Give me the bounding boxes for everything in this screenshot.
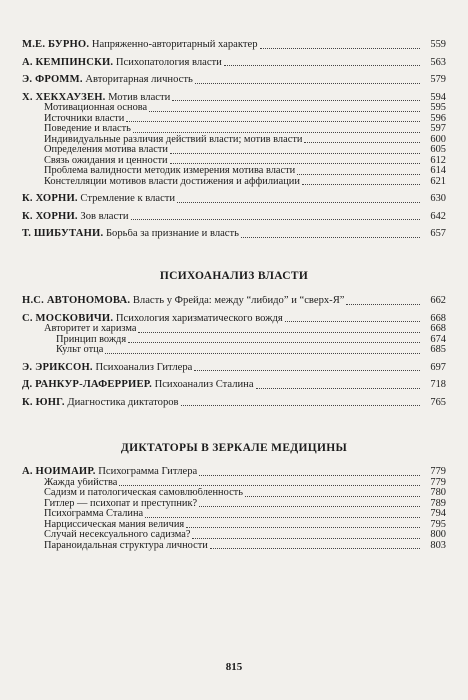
entry-author: М.Е. БУРНО.: [22, 40, 90, 50]
toc-subline: [22, 124, 446, 135]
dot-leader: [170, 152, 420, 154]
sub-page: 795: [430, 518, 446, 530]
toc-subline: [22, 156, 446, 167]
toc-subline: [22, 166, 446, 177]
dot-leader: [119, 484, 420, 486]
entry-title: Диагностика диктаторов: [67, 397, 179, 408]
sub-title: Культ отца: [56, 345, 104, 355]
toc-subline: [22, 520, 446, 531]
toc-entry: [22, 398, 446, 409]
dot-leader: [172, 99, 420, 101]
sub-title: Определения мотива власти: [44, 145, 168, 155]
sub-page: 595: [430, 102, 446, 113]
toc-section-1: [22, 40, 446, 240]
dot-leader: [105, 352, 420, 354]
entry-author: К. ЮНГ.: [22, 397, 65, 408]
dot-leader: [181, 404, 420, 406]
toc-subline: [22, 541, 446, 552]
dot-leader: [128, 341, 420, 343]
dot-leader: [126, 120, 420, 122]
dot-leader: [297, 173, 420, 175]
entry-author: А. КЕМПИНСКИ.: [22, 57, 114, 68]
sub-title: Нарциссическая мания величия: [44, 519, 185, 530]
sub-title: Индивидуальные различия действий власти; мотив власти: [44, 134, 303, 145]
entry-title: Борьба за признание и власть: [105, 229, 239, 239]
sub-page: 779: [430, 476, 446, 488]
sub-title: Жажда убийства: [44, 477, 118, 488]
sub-page: 597: [430, 123, 446, 134]
sub-page: 600: [430, 133, 446, 145]
sub-page: 596: [430, 112, 446, 124]
toc-line: [22, 296, 446, 307]
sub-page: 780: [430, 487, 446, 498]
entry-title: Психоанализ Сталина: [154, 380, 254, 390]
entry-author: Т. ШИБУТАНИ.: [22, 229, 104, 239]
dot-leader: [199, 505, 420, 507]
toc-subline: [22, 335, 446, 346]
entry-author: Э. ЭРИКСОН.: [22, 362, 93, 373]
sub-title: Принцип вождя: [56, 334, 127, 345]
entry-author: Э. ФРОММ.: [22, 75, 83, 85]
entry-page: 642: [430, 210, 446, 222]
toc-section-2: [22, 270, 446, 408]
dot-leader: [131, 218, 421, 220]
sub-page: 614: [430, 165, 446, 176]
sub-title: Поведение и власть: [44, 124, 131, 134]
toc-line: [22, 93, 446, 104]
toc-entry: [22, 194, 446, 205]
toc-line: [22, 398, 446, 409]
toc-entry: [22, 58, 446, 69]
toc-subline: [22, 345, 446, 356]
sub-page: 621: [430, 175, 446, 187]
dot-leader: [192, 537, 420, 539]
toc-line: [22, 467, 446, 478]
sub-title: Гитлер — психопат и преступник?: [44, 498, 198, 509]
toc-line: [22, 380, 446, 391]
page-number: 815: [225, 661, 243, 673]
dot-leader: [177, 201, 420, 203]
section-heading: ПСИХОАНАЛИЗ ВЛАСТИ: [159, 270, 309, 282]
toc-line: [22, 194, 446, 205]
sub-page: 674: [430, 333, 446, 345]
toc-subline: [22, 530, 446, 541]
entry-title: Психоанализ Гитлера: [95, 362, 193, 373]
dot-leader: [346, 303, 420, 305]
entry-title: Зов власти: [80, 211, 129, 222]
entry-author: А. НОЙМАЙР.: [22, 467, 96, 477]
sub-page: 803: [430, 539, 446, 551]
entry-author: К. ХОРНИ.: [22, 194, 78, 204]
dot-leader: [304, 141, 420, 143]
entry-page: 765: [430, 396, 446, 408]
dot-leader: [170, 162, 420, 164]
entry-author: Х. ХЕКХАУЗЕН.: [22, 92, 106, 103]
toc-section-3: [22, 442, 446, 551]
toc-subline: [22, 135, 446, 146]
dot-leader: [256, 387, 420, 389]
toc-subline: [22, 488, 446, 499]
sub-page: 668: [430, 323, 446, 334]
dot-leader: [186, 526, 420, 528]
dot-leader: [138, 331, 420, 333]
toc-entry: [22, 212, 446, 223]
entry-title: Психограмма Гитлера: [98, 467, 198, 477]
sub-title: Авторитет и харизма: [44, 324, 137, 334]
entry-page: 779: [430, 466, 446, 477]
toc-subline: [22, 145, 446, 156]
dot-leader: [224, 64, 420, 66]
toc-entry: [22, 40, 446, 51]
toc-line: [22, 363, 446, 374]
toc-subline: [22, 478, 446, 489]
entry-title: Стремление к власти: [80, 194, 176, 204]
dot-leader: [210, 547, 420, 549]
entry-title: Мотив власти: [108, 92, 171, 103]
entry-page: 697: [430, 361, 446, 373]
entry-page: 630: [430, 193, 446, 204]
toc-entry: [22, 467, 446, 551]
toc-entry: [22, 296, 446, 307]
entry-page: 563: [430, 56, 446, 68]
sub-title: Мотивационная основа: [44, 103, 148, 113]
toc-subline: [22, 114, 446, 125]
toc-line: [22, 40, 446, 51]
toc-entry: [22, 380, 446, 391]
entry-author: Н.С. АВТОНОМОВА.: [22, 296, 131, 306]
sub-page: 794: [430, 508, 446, 519]
entry-page: 559: [430, 39, 446, 50]
entry-title: Психопатология власти: [115, 57, 222, 68]
sub-page: 800: [430, 529, 446, 540]
dot-leader: [133, 131, 420, 133]
sub-title: Связь ожидания и ценности: [44, 155, 168, 166]
entry-author: К. ХОРНИ.: [22, 211, 78, 222]
entry-page: 668: [430, 312, 446, 324]
dot-leader: [285, 320, 420, 322]
section-heading: ДИКТАТОРЫ В ЗЕРКАЛЕ МЕДИЦИНЫ: [120, 442, 348, 454]
entry-page: 662: [430, 295, 446, 306]
sub-page: 685: [430, 344, 446, 355]
toc-line: [22, 75, 446, 86]
entry-title: Авторитарная личность: [85, 75, 193, 85]
dot-leader: [149, 110, 420, 112]
sub-page: 605: [430, 144, 446, 155]
sub-title: Случай несексуального садизма?: [44, 530, 191, 540]
sub-page: 612: [430, 154, 446, 166]
dot-leader: [302, 183, 420, 185]
toc-subline: [22, 509, 446, 520]
sub-title: Параноидальная структура личности: [44, 540, 208, 551]
entry-title: Власть у Фрейда: между “либидо” и “сверх-Я”: [132, 296, 345, 306]
toc-subline: [22, 324, 446, 335]
entry-author: Д. РАНКУР-ЛАФЕРРИЕР.: [22, 380, 152, 390]
entry-page: 718: [430, 379, 446, 390]
dot-leader: [194, 369, 420, 371]
toc-entry: [22, 314, 446, 356]
sub-page: 789: [430, 497, 446, 509]
sub-title: Источники власти: [44, 113, 125, 124]
toc-entry: [22, 363, 446, 374]
toc-subline: [22, 177, 446, 188]
toc-line: [22, 212, 446, 223]
sub-title: Констелляции мотивов власти достижения и аффилиации: [44, 176, 300, 187]
toc-line: [22, 229, 446, 240]
dot-leader: [245, 495, 420, 497]
entry-page: 657: [430, 228, 446, 239]
entry-page: 579: [430, 74, 446, 85]
sub-title: Психограмма Сталина: [44, 509, 144, 519]
dot-leader: [199, 474, 420, 476]
toc-entry: [22, 93, 446, 188]
toc-line: [22, 314, 446, 325]
toc-entry: [22, 229, 446, 240]
entry-page: 594: [430, 91, 446, 103]
entry-title: Психология харизматического вождя: [115, 313, 283, 324]
sub-title: Проблема валидности методик измерения мотива власти: [44, 166, 296, 176]
entry-author: С. МОСКОВИЧИ.: [22, 313, 114, 324]
sub-title: Садизм и патологическая самовлюбленность: [44, 488, 243, 498]
dot-leader: [195, 82, 420, 84]
entry-title: Напряженно-авторитарный характер: [91, 40, 258, 50]
dot-leader: [145, 516, 420, 518]
toc-entry: [22, 75, 446, 86]
toc-subline: [22, 499, 446, 510]
toc-subline: [22, 103, 446, 114]
dot-leader: [241, 236, 420, 238]
toc-line: [22, 58, 446, 69]
dot-leader: [260, 47, 420, 49]
